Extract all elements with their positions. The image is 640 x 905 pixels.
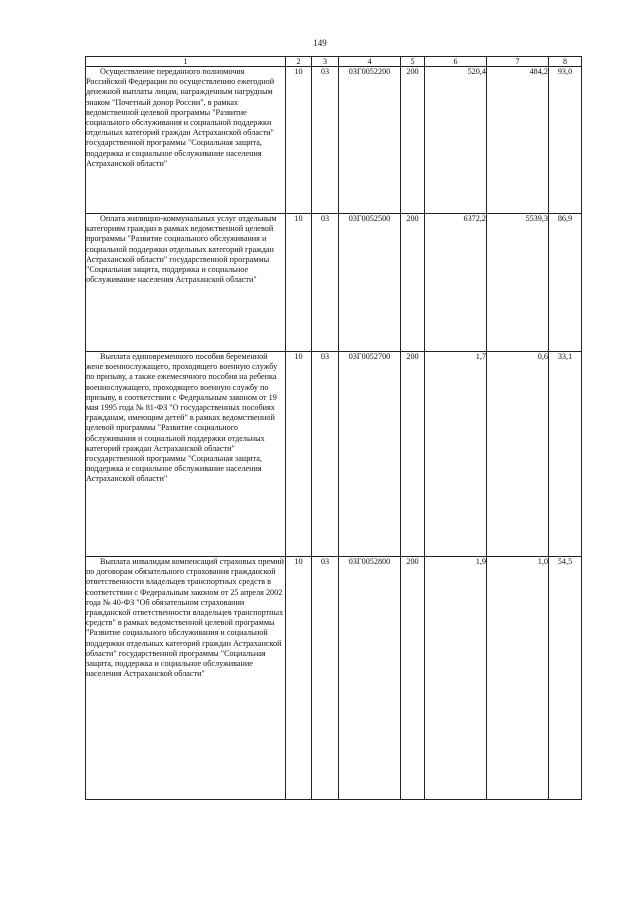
row-col2: 10 bbox=[286, 352, 312, 557]
row-col6: 1,7 bbox=[425, 352, 487, 557]
page-number: 149 bbox=[313, 38, 327, 48]
row-col5: 200 bbox=[401, 214, 425, 352]
header-col-4: 4 bbox=[339, 57, 401, 67]
row-description-text: Осуществление переданного полномочия Российской Федерации по осуществлению ежегодной денежной выплаты лицам, награжденным нагрудным знаком "Почетный донор России", в рамках ведомственной целевой программы "Развитие социального обслуживания и социальной поддержки отдельных категорий граждан Астраханской области" государственной программы "Социальная защита, поддержка и социальное обслуживание населения Астраханской области" bbox=[86, 67, 275, 168]
row-description-text: Выплата единовременного пособия беременной жене военнослужащего, проходящего военную службу по призыву, а также ежемесячного пособия на ребенка военнослужащего, проходящего военную службу по призыву, в соответствии с Федеральным законом от 19 мая 1995 года № 81-ФЗ "О государственных пособиях гражданам, имеющим детей" в рамках ведомственной целевой программы "Развитие социального обслуживания и социальной поддержки отдельных категорий граждан Астраханской области" государственной программы "Социальная защита, поддержка и социальное обслуживание населения Астраханской области" bbox=[86, 352, 278, 484]
header-col-2: 2 bbox=[286, 57, 312, 67]
row-description bbox=[86, 214, 286, 352]
row-col8: 86,9 bbox=[549, 214, 582, 352]
row-col3: 03 bbox=[312, 352, 339, 557]
row-col6: 520,4 bbox=[425, 67, 487, 214]
row-col2: 10 bbox=[286, 67, 312, 214]
row-col8: 54,5 bbox=[549, 557, 582, 800]
row-description bbox=[86, 557, 286, 800]
row-col2: 10 bbox=[286, 557, 312, 800]
row-col8: 93,0 bbox=[549, 67, 582, 214]
header-col-8: 8 bbox=[549, 57, 582, 67]
row-code: 03Г0052800 bbox=[339, 557, 401, 800]
header-col-1: 1 bbox=[86, 57, 286, 67]
row-code: 03Г0052500 bbox=[339, 214, 401, 352]
row-description-text: Оплата жилищно-коммунальных услуг отдельным категориям граждан в рамках ведомственной целевой программы "Развитие социального обслуживания и социальной поддержки отдельных категорий граждан Астраханской области" государственной программы "Социальная защита, поддержка и социальное обслуживание населения Астраханской области" bbox=[86, 214, 277, 285]
row-description bbox=[86, 352, 286, 557]
table-row bbox=[86, 557, 582, 800]
header-col-5: 5 bbox=[401, 57, 425, 67]
header-col-6: 6 bbox=[425, 57, 487, 67]
row-col3: 03 bbox=[312, 67, 339, 214]
budget-table bbox=[85, 56, 582, 800]
row-col6: 1,9 bbox=[425, 557, 487, 800]
table-row bbox=[86, 67, 582, 214]
row-col7: 484,2 bbox=[487, 67, 549, 214]
row-description bbox=[86, 67, 286, 214]
row-col6: 6372,2 bbox=[425, 214, 487, 352]
row-col8: 33,1 bbox=[549, 352, 582, 557]
row-col3: 03 bbox=[312, 214, 339, 352]
row-description-text: Выплата инвалидам компенсаций страховых премий по договорам обязательного страхования гражданской ответственности владельцев транспортных средств в соответствии с Федеральным законом от 25 апреля 2002 года № 40-ФЗ "Об обязательном страховании гражданской ответственности владельцев транспортных средств" в рамках ведомственной целевой программы "Развитие социального обслуживания и социальной поддержки отдельных категорий граждан Астраханской области" государственной программы "Социальная защита, поддержка и социальное обслуживание населения Астраханской области" bbox=[86, 557, 285, 679]
row-col5: 200 bbox=[401, 352, 425, 557]
table-row bbox=[86, 214, 582, 352]
header-col-3: 3 bbox=[312, 57, 339, 67]
row-col7: 0,6 bbox=[487, 352, 549, 557]
header-col-7: 7 bbox=[487, 57, 549, 67]
header-row bbox=[86, 57, 582, 67]
row-col2: 10 bbox=[286, 214, 312, 352]
table-row bbox=[86, 352, 582, 557]
row-col7: 5539,3 bbox=[487, 214, 549, 352]
row-col5: 200 bbox=[401, 67, 425, 214]
row-col7: 1,0 bbox=[487, 557, 549, 800]
row-code: 03Г0052700 bbox=[339, 352, 401, 557]
row-code: 03Г0052200 bbox=[339, 67, 401, 214]
row-col3: 03 bbox=[312, 557, 339, 800]
row-col5: 200 bbox=[401, 557, 425, 800]
